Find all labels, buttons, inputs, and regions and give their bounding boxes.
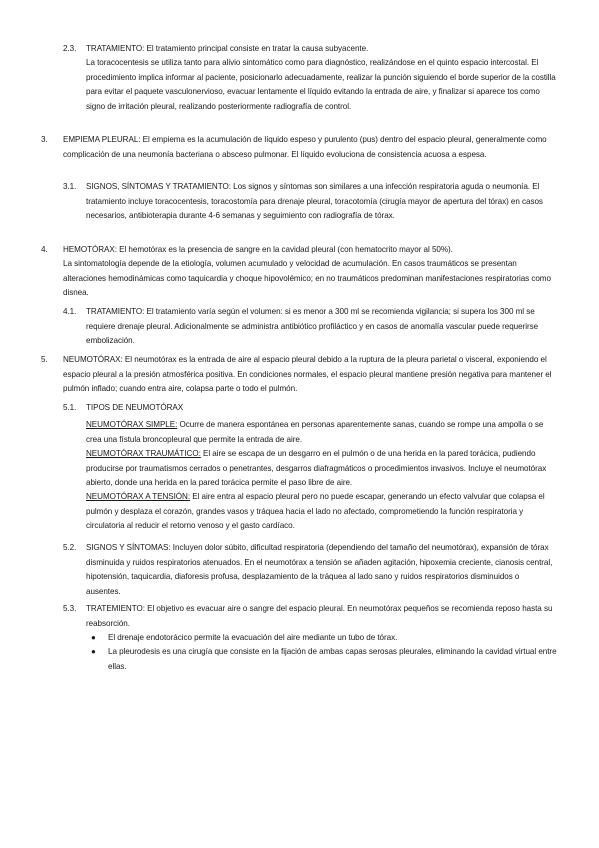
section-5-3-paragraph — [86, 602, 556, 631]
bullet-item: El drenaje endotorácico permite la evacuación del aire mediante un tubo de tórax. — [108, 633, 398, 642]
tension-pneumothorax-paragraph — [86, 490, 556, 534]
section-number: 2.3. — [63, 44, 77, 53]
section-5-2-paragraph — [86, 541, 556, 599]
section-text: : El empiema es la acumulación de líquido espeso y purulento (pus) dentro del espacio pleural, generalmente como complicación de una neumonía bacteriana o absceso pulmonar. El líquido evoluciona de consistencia acuosa a espesa. — [63, 135, 547, 159]
simple-pneumothorax-paragraph — [86, 418, 556, 447]
section-heading: NEUMOTÓRAX — [63, 355, 121, 364]
section-number: 4.1. — [63, 307, 77, 316]
section-number: 3. — [41, 135, 48, 144]
section-3-1-paragraph — [86, 180, 556, 224]
section-heading: HEMOTÓRAX — [63, 245, 115, 254]
subtype-heading: NEUMOTÓRAX A TENSIÓN: — [86, 492, 191, 501]
section-5-paragraph — [63, 353, 553, 397]
bullet-icon: ● — [91, 633, 96, 642]
section-heading: TRATAMIENTO — [86, 307, 143, 316]
section-text: : El tratamiento varía según el volumen: si es menor a 300 ml se recomienda vigilancia; si supera los 300 ml se requiere drenaje pleural. Adicionalmente se administra antibiótico profiláctico y en casos de anomalía vascular puede requerirse embolización. — [86, 307, 539, 346]
section-number: 5. — [41, 355, 48, 364]
subtype-heading: NEUMOTÓRAX TRAUMÁTICO: — [86, 449, 201, 458]
section-heading: TIPOS DE NEUMOTÓRAX — [86, 403, 184, 412]
section-4-1-paragraph — [86, 305, 556, 349]
section-text: : El neumotórax es la entrada de aire al espacio pleural debido a la ruptura de la pleura parietal o visceral, exponiendo el espacio pleural a la presión atmosférica positiva. En condiciones normales, el espacio pleural mantiene presión negativa para mantener el pulmón inflado; cuando entra aire, colapsa parte o todo el pulmón. — [63, 355, 552, 394]
section-4-paragraph — [63, 243, 553, 258]
section-number: 5.1. — [63, 403, 77, 412]
section-heading: SIGNOS, SÍNTOMAS Y TRATAMIENTO — [86, 182, 229, 191]
section-text: : Los signos y síntomas son similares a una infección respiratoria aguda o neumonía. El tratamiento incluye toracocentesis, toracostomía para drenaje pleural, toracotomía (cirugía mayor de apertura del tórax) en casos necesarios, antibioterapia durante 4-6 semanas y seguimiento con radiografía de tórax. — [86, 182, 543, 221]
subtype-text: El aire se escapa de un desgarro en el pulmón o de una herida en la pared torácica, pudiendo producirse por traumatismos cerrados o penetrantes, desgarros diafragmáticos o procedimientos invasivos. Incluye el neumotórax abierto, donde una herida en la pared torácica permite el paso libre de aire. — [86, 449, 547, 488]
bullet-item: La pleurodesis es una cirugía que consiste en la fijación de ambas capas serosas pleurales, eliminando la cavidad virtual entre ellas. — [108, 647, 557, 671]
section-2-3-body: La toracocentesis se utiliza tanto para alivio sintomático como para diagnóstico, realizándose en el quinto espacio intercostal. El procedimiento implica informar al paciente, posicionarlo adecuadamente, realizar la punción siguiendo el borde superior de la costilla para evitar el paquete vasculonervioso, evacuar lentamente el líquido evitando la entrada de aire, y finalizar si aparece tos como signo de irritación pleural, realizando posteriormente radiografía de control. — [86, 58, 556, 111]
bullet-icon: ● — [91, 647, 96, 656]
subtype-text: Ocurre de manera espontánea en personas aparentemente sanas, cuando se rompe una ampolla o se crea una fístula broncopleural que permite la entrada de aire. — [86, 420, 544, 444]
subtype-text: El aire entra al espacio pleural pero no puede escapar, generando un efecto valvular que colapsa el pulmón y desplaza el corazón, grandes vasos y tráquea hacia el lado no afectado, comprometiendo la función respiratoria y circulatoria al reducir el retorno venoso y el gasto cardíaco. — [86, 492, 545, 531]
section-2-3-paragraph — [86, 42, 556, 57]
section-text: : El hemotórax es la presencia de sangre en la cavidad pleural (con hematocrito mayor al 50%). — [114, 245, 453, 254]
subtype-heading: NEUMOTÓRAX SIMPLE: — [86, 420, 178, 429]
section-text: : El objetivo es evacuar aire o sangre del espacio pleural. En neumotórax pequeños se recomienda reposo hasta su reabsorción. — [86, 604, 553, 628]
section-number: 5.3. — [63, 604, 77, 613]
section-heading: EMPIEMA PLEURAL — [63, 135, 139, 144]
section-heading: TRATEMIENTO — [86, 604, 143, 613]
section-number: 4. — [41, 245, 48, 254]
section-text: : Incluyen dolor súbito, dificultad respiratoria (dependiendo del tamaño del neumotórax), expansión de tórax disminuida y ruidos respiratorios atenuados. En el neumotórax a tensión se añaden agitación, hipoxemia creciente, cianosis central, hipotensión, taquicardia, diaforesis profusa, desplazamiento de la tráquea al lado sano y ruidos respiratorios disminuidos o ausentes. — [86, 543, 553, 596]
section-text: : El tratamiento principal consiste en tratar la causa subyacente. — [142, 44, 369, 53]
section-number: 3.1. — [63, 182, 77, 191]
section-4-body: La sintomatología depende de la etiología, volumen acumulado y velocidad de acumulación. En casos traumáticos se presentan alteraciones hemodinámicas como taquicardia y choque hipovolémico; en no traumáticos predominan manifestaciones respiratorias como disnea. — [63, 259, 551, 298]
traumatic-pneumothorax-paragraph — [86, 447, 556, 491]
section-3-paragraph — [63, 133, 553, 162]
section-heading: TRATAMIENTO — [86, 44, 143, 53]
section-number: 5.2. — [63, 543, 77, 552]
section-heading: SIGNOS Y SÍNTOMAS — [86, 543, 169, 552]
